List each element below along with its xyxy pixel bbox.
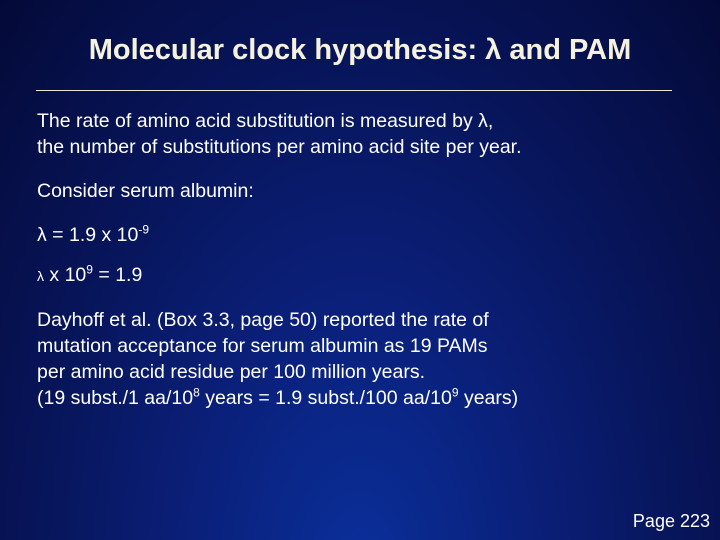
scaled-equation-result: = 1.9 <box>92 264 143 286</box>
lambda-equation-base: λ = 1.9 x 10 <box>37 224 139 246</box>
slide-title: Molecular clock hypothesis: λ and PAM <box>88 34 632 66</box>
lambda-equation <box>37 222 697 248</box>
lambda-symbol: λ <box>37 268 44 284</box>
dayhoff-line-4-exp-1: 8 <box>193 385 200 400</box>
dayhoff-line-4-part-b: years = 1.9 subst./100 aa/10 <box>199 387 452 409</box>
page-number: Page 223 <box>632 511 710 531</box>
dayhoff-line-3: per amino acid residue per 100 million years. <box>37 361 426 383</box>
dayhoff-line-4-part-c: years) <box>458 387 519 409</box>
dayhoff-line-2: mutation acceptance for serum albumin as 19 PAMs <box>37 335 488 357</box>
scaled-equation-exponent: 9 <box>86 262 93 277</box>
slide-body <box>37 108 697 411</box>
consider-line: Consider serum albumin: <box>37 180 254 202</box>
dayhoff-line-4 <box>37 385 697 411</box>
lambda-scaled-equation <box>37 262 697 289</box>
intro-line-2: the number of substitutions per amino acid site per year. <box>37 136 522 158</box>
title-divider <box>36 90 672 91</box>
dayhoff-line-4-part-a: (19 subst./1 aa/10 <box>37 387 194 409</box>
dayhoff-line-4-exp-2: 9 <box>451 385 459 400</box>
intro-line-1: The rate of amino acid substitution is measured by λ, <box>37 110 494 132</box>
lambda-equation-exponent: -9 <box>138 222 150 237</box>
scaled-equation-mid: x 10 <box>44 264 87 286</box>
dayhoff-line-1: Dayhoff et al. (Box 3.3, page 50) reported the rate of <box>37 309 489 331</box>
